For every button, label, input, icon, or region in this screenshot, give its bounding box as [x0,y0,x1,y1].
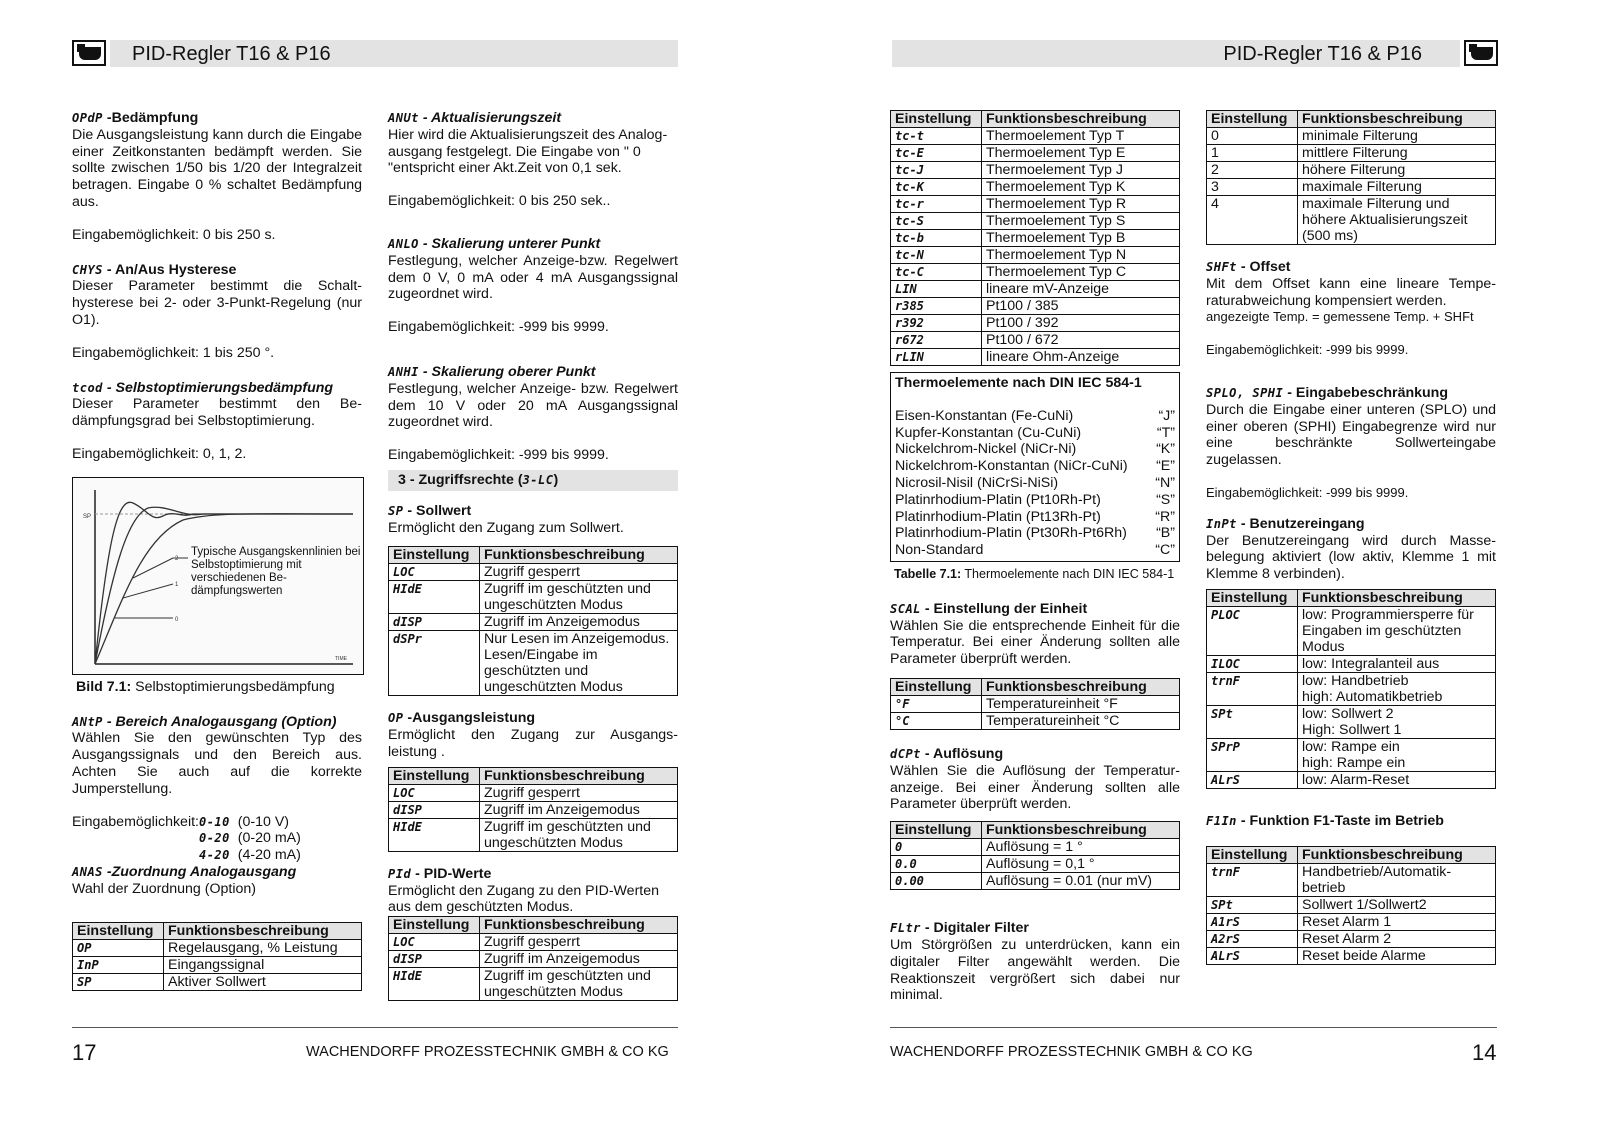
param-code: ANAS [72,864,103,879]
section-sp: SP - Sollwert Ermöglicht den Zugang zum Sollwert. [388,502,624,536]
section-title: - Bereich Analogausgang (Option) [102,713,337,730]
din-row: Nickelchrom-Konstantan (NiCr-CuNi) “E” [895,458,1175,475]
table-row: tc-r Thermoelement Typ R [891,196,1180,213]
din-box [890,372,1180,562]
table-row: LOC Zugriff gesperrt [389,564,678,581]
din-row: Eisen-Konstantan (Fe-CuNi) “J” [895,407,1175,424]
din-row: Platinrhodium-Platin (Pt10Rh-Pt) “S” [895,491,1175,508]
right-header-bar [892,40,1460,67]
input-options: Eingabemöglichkeit: 0-10 (0-10 V) 0-20 (0-20 mA) 4-20 (4-20 mA) [72,813,301,864]
table-row: SP Aktiver Sollwert [73,973,362,990]
right-col-2 [1206,110,1496,965]
sensor-type-table: Einstellung Funktionsbeschreibung tc-t Thermoelement Typ T tc-E Thermoelement Typ E tc-J Thermoelement Typ J tc-K Thermoelement Typ K tc-r Thermoelement Typ R tc-S Thermoelement Typ S tc-b Thermoelement Typ B tc-N Thermoelement Typ N tc-C Thermoelement Typ C LIN lineare mV-Anzeige r385 Pt100 / 385 r392 Pt100 / 392 r672 Pt100 / 672 rLIN lineare Ohm-Anzeige [890,110,1180,366]
f1-key-table: Einstellung Funktionsbeschreibung trnF Handbetrieb/Automatik-betrieb SPt Sollwert 1/Sollwert2 A1rS Reset Alarm 1 A2rS Reset Alarm 2 ALrS Reset beide Alarme [1206,846,1496,965]
table-row: tc-K Thermoelement Typ K [891,179,1180,196]
right-col-1 [890,110,1180,1004]
anas-table: Einstellung Funktionsbeschreibung OP Regelausgang, % Leistung InP Eingangssignal SP Aktiver Sollwert [72,922,362,991]
table-row: rLIN lineare Ohm-Anzeige [891,349,1180,366]
table-row: 2 höhere Filterung [1207,162,1496,179]
table-row: 0 Auflösung = 1 ° [891,839,1180,856]
table-row: LOC Zugriff gesperrt [389,784,678,801]
left-header-title: PID-Regler T16 & P16 [132,43,331,65]
table-row: 1 mittlere Filterung [1207,145,1496,162]
din-row: Nickelchrom-Nickel (NiCr-Ni) “K” [895,441,1175,458]
table-caption: Tabelle 7.1: Thermoelemente nach DIN IEC 584-1 [894,566,1175,581]
input-range: Eingabemöglichkeit: 1 bis 250 °. [72,344,275,361]
table-row: 3 maximale Filterung [1207,179,1496,196]
section-title: - An/Aus Hysterese [102,261,237,278]
section-inpt: InPt - Benutzereingang Der Benutzereingang wird durch Masse-belegung aktiviert (low aktiv, Klemme 1 mit Klemme 8 verbinden). [1206,515,1496,583]
section-anas [72,864,362,898]
input-range: Eingabemöglichkeit: -999 bis 9999. [388,447,609,464]
figure-self-tuning [72,477,364,675]
section-anut: ANUt - Aktualisierungszeit Hier wird die Aktualisierungszeit des Analog-ausgang festgelegt. Die Eingabe von " 0 "entspricht einer Akt.Zeit von 0,1 sek. Eingabemöglichkeit: 0 bis 250 sek.. [388,110,678,210]
table-row: °F Temperatureinheit °F [891,695,1180,712]
section-fltr: FLtr - Digitaler Filter Um Störgrößen zu unterdrücken, kann ein digitaler Filter angewählt werden. Die Reaktionszeit vergrößert sich dabei nur minimal. [890,920,1180,1004]
param-code: CHYS [72,262,103,277]
input-range: Eingabemöglichkeit: 0 bis 250 s. [72,226,276,243]
sp-table: Einstellung Funktionsbeschreibung LOC Zugriff gesperrt HIdE Zugriff im geschützten und ungeschützten Modus dISP Zugriff im Anzeigemodus dSPr Nur Lesen im Anzeigemodus. Lesen/Eingabe im geschützten und ungeschützten Modus [388,546,678,696]
section-antp [72,714,362,864]
table-row: tc-S Thermoelement Typ S [891,213,1180,230]
section-anhi: ANHI - Skalierung oberer Punkt Festlegung, welcher Anzeige- bzw. Regelwert dem 10 V oder 20 mA Ausgangssignal zugeordnet wird. Eingabemöglichkeit: -999 bis 9999. [388,363,678,464]
wachendorff-logo [1464,40,1498,66]
section-chys [72,262,362,362]
table-row: SPrP low: Rampe ein high: Rampe ein [1207,738,1496,771]
din-row: Kupfer-Konstantan (Cu-CuNi) “T” [895,424,1175,441]
section-text: Dieser Parameter bestimmt den Be-dämpfungsgrad bei Selbstoptimierung. [72,396,362,430]
table-row: HIdE Zugriff im geschützten und ungeschützten Modus [389,581,678,614]
input-range: Eingabemöglichkeit: 0 bis 250 sek.. [388,193,611,210]
table-row: tc-t Thermoelement Typ T [891,128,1180,145]
table-row: SPt low: Sollwert 2 High: Sollwert 1 [1207,705,1496,738]
section-dcpt: dCPt - Auflösung Wählen Sie die Auflösung der Temperatur-anzeige. Bei einer Änderung sollten alle Parameter überprüft werden. [890,745,1180,813]
section-text: Festlegung, welcher Anzeige- bzw. Regelwert dem 10 V oder 20 mA Ausgangssignal zugeordnet wird. [388,380,678,431]
din-row: Platinrhodium-Platin (Pt13Rh-Pt) “R” [895,508,1175,525]
table-row: PLOC low: Programmiersperre für Eingaben im geschützten Modus [1207,606,1496,655]
section-opdp [72,110,362,244]
section-title: -Bedämpfung [102,110,199,126]
din-row: Non-Standard “C” [895,542,1175,559]
section-title: -Zuordnung Analogausgang [102,863,297,880]
table-row: ALrS low: Alarm-Reset [1207,771,1496,788]
section-3-heading: 3 - Zugriffsrechte (3-LC) [388,470,678,491]
section-text: Die Ausgangsleistung kann durch die Eingabe einer Zeitkonstanten bedämpft werden. Sie sollte zwischen 1/50 bis 1/20 der Integralzeit betragen. Eingabe 0 % schaltet Bedämpfung aus. [72,126,362,210]
table-row: OP Regelausgang, % Leistung [73,939,362,956]
wachendorff-logo [72,40,106,66]
table-row: r672 Pt100 / 672 [891,332,1180,349]
section-splo: SPLO, SPHI - Eingabebeschränkung Durch die Eingabe einer unteren (SPLO) und einer oberen (SPHI) Eingabegrenze wird nur eine beschränkte Sollwerteingabe zugelassen. Eingabemöglichkeit: -999 bis 9999. [1206,384,1496,500]
input-range: Eingabemöglichkeit: -999 bis 9999. [388,319,609,336]
param-code: ANtP [72,714,103,729]
right-header-title: PID-Regler T16 & P16 [1223,43,1422,65]
filter-table: Einstellung Funktionsbeschreibung 0 minimale Filterung 1 mittlere Filterung 2 höhere Filterung 3 maximale Filterung 4 maximale Filterung und höhere Aktualisierungszeit (500 ms) [1206,110,1496,245]
fig-label-1: 1 [175,581,179,588]
table-row: 0.0 Auflösung = 0,1 ° [891,856,1180,873]
table-row: 4 maximale Filterung und höhere Aktualisierungszeit (500 ms) [1207,196,1496,245]
section-title: - Selbstoptimierungsbedämpfung [102,379,334,396]
figure-caption: Bild 7.1: Selbstoptimierungsbedämpfung [76,678,335,695]
unit-table: Einstellung Funktionsbeschreibung °F Temperatureinheit °F °C Temperatureinheit °C [890,678,1180,730]
table-row: ALrS Reset beide Alarme [1207,947,1496,964]
right-footer-rule [890,1027,1497,1028]
table-row: tc-J Thermoelement Typ J [891,162,1180,179]
param-code: OPdP [72,111,103,125]
table-row: A1rS Reset Alarm 1 [1207,913,1496,930]
left-col-2 [388,110,678,1001]
table-row: SPt Sollwert 1/Sollwert2 [1207,896,1496,913]
table-row: 0.00 Auflösung = 0.01 (nur mV) [891,873,1180,890]
section-anlo: ANLO - Skalierung unterer Punkt Festlegung, welcher Anzeige-bzw. Regelwert dem 0 V, 0 mA oder 4 mA Ausgangssignal zugeordnet wird. Eingabemöglichkeit: -999 bis 9999. [388,235,678,336]
table-row: tc-b Thermoelement Typ B [891,230,1180,247]
table-row: dSPr Nur Lesen im Anzeigemodus. Lesen/Eingabe im geschützten und ungeschützten Modus [389,631,678,696]
table-row: InP Eingangssignal [73,956,362,973]
table-row: tc-E Thermoelement Typ E [891,145,1180,162]
table-row: tc-C Thermoelement Typ C [891,264,1180,281]
fig-label-0: 0 [175,616,179,623]
right-footer-company: WACHENDORFF PROZESSTECHNIK GMBH & CO KG [890,1044,1253,1060]
left-page-number: 17 [72,1040,97,1065]
table-row: dISP Zugriff im Anzeigemodus [389,614,678,631]
section-text: Wählen Sie den gewünschten Typ des Ausgangssignals und den Bereich aus. Achten Sie auch auf die korrekte Jumperstellung. [72,730,362,797]
section-text: Dieser Parameter bestimmt die Schalt-hysterese bei 2- oder 3-Punkt-Regelung (nur O1). [72,278,362,328]
table-row: HIdE Zugriff im geschützten und ungeschützten Modus [389,818,678,851]
fig-label-time: TIME [335,655,347,662]
din-row: Nicrosil-Nisil (NiCrSi-NiSi) “N” [895,474,1175,491]
section-text: Hier wird die Aktualisierungszeit des Analog-ausgang festgelegt. Die Eingabe von " 0 "entspricht einer Akt.Zeit von 0,1 sek. [388,126,668,177]
resolution-table: Einstellung Funktionsbeschreibung 0 Auflösung = 1 ° 0.0 Auflösung = 0,1 ° 0.00 Auflösung = 0.01 (nur mV) [890,821,1180,890]
table-row: HIdE Zugriff im geschützten und ungeschützten Modus [389,968,678,1001]
table-row: trnF Handbetrieb/Automatik-betrieb [1207,863,1496,896]
section-text: Festlegung, welcher Anzeige-bzw. Regelwert dem 0 V, 0 mA oder 4 mA Ausgangssignal zugeordnet wird. [388,252,678,303]
table-row: LIN lineare mV-Anzeige [891,281,1180,298]
left-footer-company: WACHENDORFF PROZESSTECHNIK GMBH & CO KG [306,1044,669,1060]
table-row: LOC Zugriff gesperrt [389,934,678,951]
input-range: Eingabemöglichkeit: -999 bis 9999. [1206,342,1409,358]
user-input-table: Einstellung Funktionsbeschreibung PLOC low: Programmiersperre für Eingaben im geschützten Modus ILOC low: Integralanteil aus trnF low: Handbetrieb high: Automatikbetrieb SPt low: Sollwert 2 High: Sollwert 1 SPrP low: Rampe ein high: Rampe ein ALrS low: Alarm-Reset [1206,589,1496,789]
table-row: trnF low: Handbetrieb high: Automatikbetrieb [1207,672,1496,705]
section-text: Wahl der Zuordnung (Option) [72,880,257,897]
input-range: Eingabemöglichkeit: 0, 1, 2. [72,445,247,462]
table-row: tc-N Thermoelement Typ N [891,247,1180,264]
din-title: Thermoelemente nach DIN IEC 584-1 [895,375,1142,391]
section-tcod [72,380,362,463]
section-pid: PId - PID-Werte Ermöglicht den Zugang zu den PID-Werten aus dem geschützten Modus. [388,865,660,916]
table-row: 0 minimale Filterung [1207,128,1496,145]
figure-legend: Typische Ausgangskennlinien bei Selbstoptimierung mit verschiedenen Be-dämpfungswerten [191,545,361,597]
din-row: Platinrhodium-Platin (Pt30Rh-Pt6Rh) “B” [895,525,1175,542]
table-row: r392 Pt100 / 392 [891,315,1180,332]
right-page-number: 14 [1472,1040,1497,1065]
op-table: Einstellung Funktionsbeschreibung LOC Zugriff gesperrt dISP Zugriff im Anzeigemodus HIdE Zugriff im geschützten und ungeschützten Modus [388,767,678,852]
section-scal: SCAL - Einstellung der Einheit Wählen Sie die entsprechende Einheit für die Temperatur. Bei einer Änderung sollten alle Parameter überprüft werden. [890,600,1180,668]
left-header-bar [110,40,678,67]
left-footer-rule [72,1027,678,1028]
input-range: Eingabemöglichkeit: -999 bis 9999. [1206,484,1409,500]
section-f1in: F1In - Funktion F1-Taste im Betrieb [1206,812,1444,829]
param-code: tcod [72,380,103,395]
table-row: A2rS Reset Alarm 2 [1207,930,1496,947]
table-row: dISP Zugriff im Anzeigemodus [389,951,678,968]
table-row: r385 Pt100 / 385 [891,298,1180,315]
table-row: ILOC low: Integralanteil aus [1207,655,1496,672]
left-col-1 [72,110,362,991]
table-row: °C Temperatureinheit °C [891,712,1180,729]
table-row: dISP Zugriff im Anzeigemodus [389,801,678,818]
fig-label-2: 2 [175,555,179,562]
fig-label-sp: SP [83,513,92,520]
pid-table: Einstellung Funktionsbeschreibung LOC Zugriff gesperrt dISP Zugriff im Anzeigemodus HIdE Zugriff im geschützten und ungeschützten Modus [388,916,678,1001]
section-op: OP -Ausgangsleistung Ermöglicht den Zugang zur Ausgangs-leistung . [388,710,678,760]
section-shft: SHFt - Offset Mit dem Offset kann eine lineare Tempe-raturabweichung kompensiert werden. angezeigte Temp. = gemessene Temp. + SHFt Eingabemöglichkeit: -999 bis 9999. [1206,259,1496,358]
